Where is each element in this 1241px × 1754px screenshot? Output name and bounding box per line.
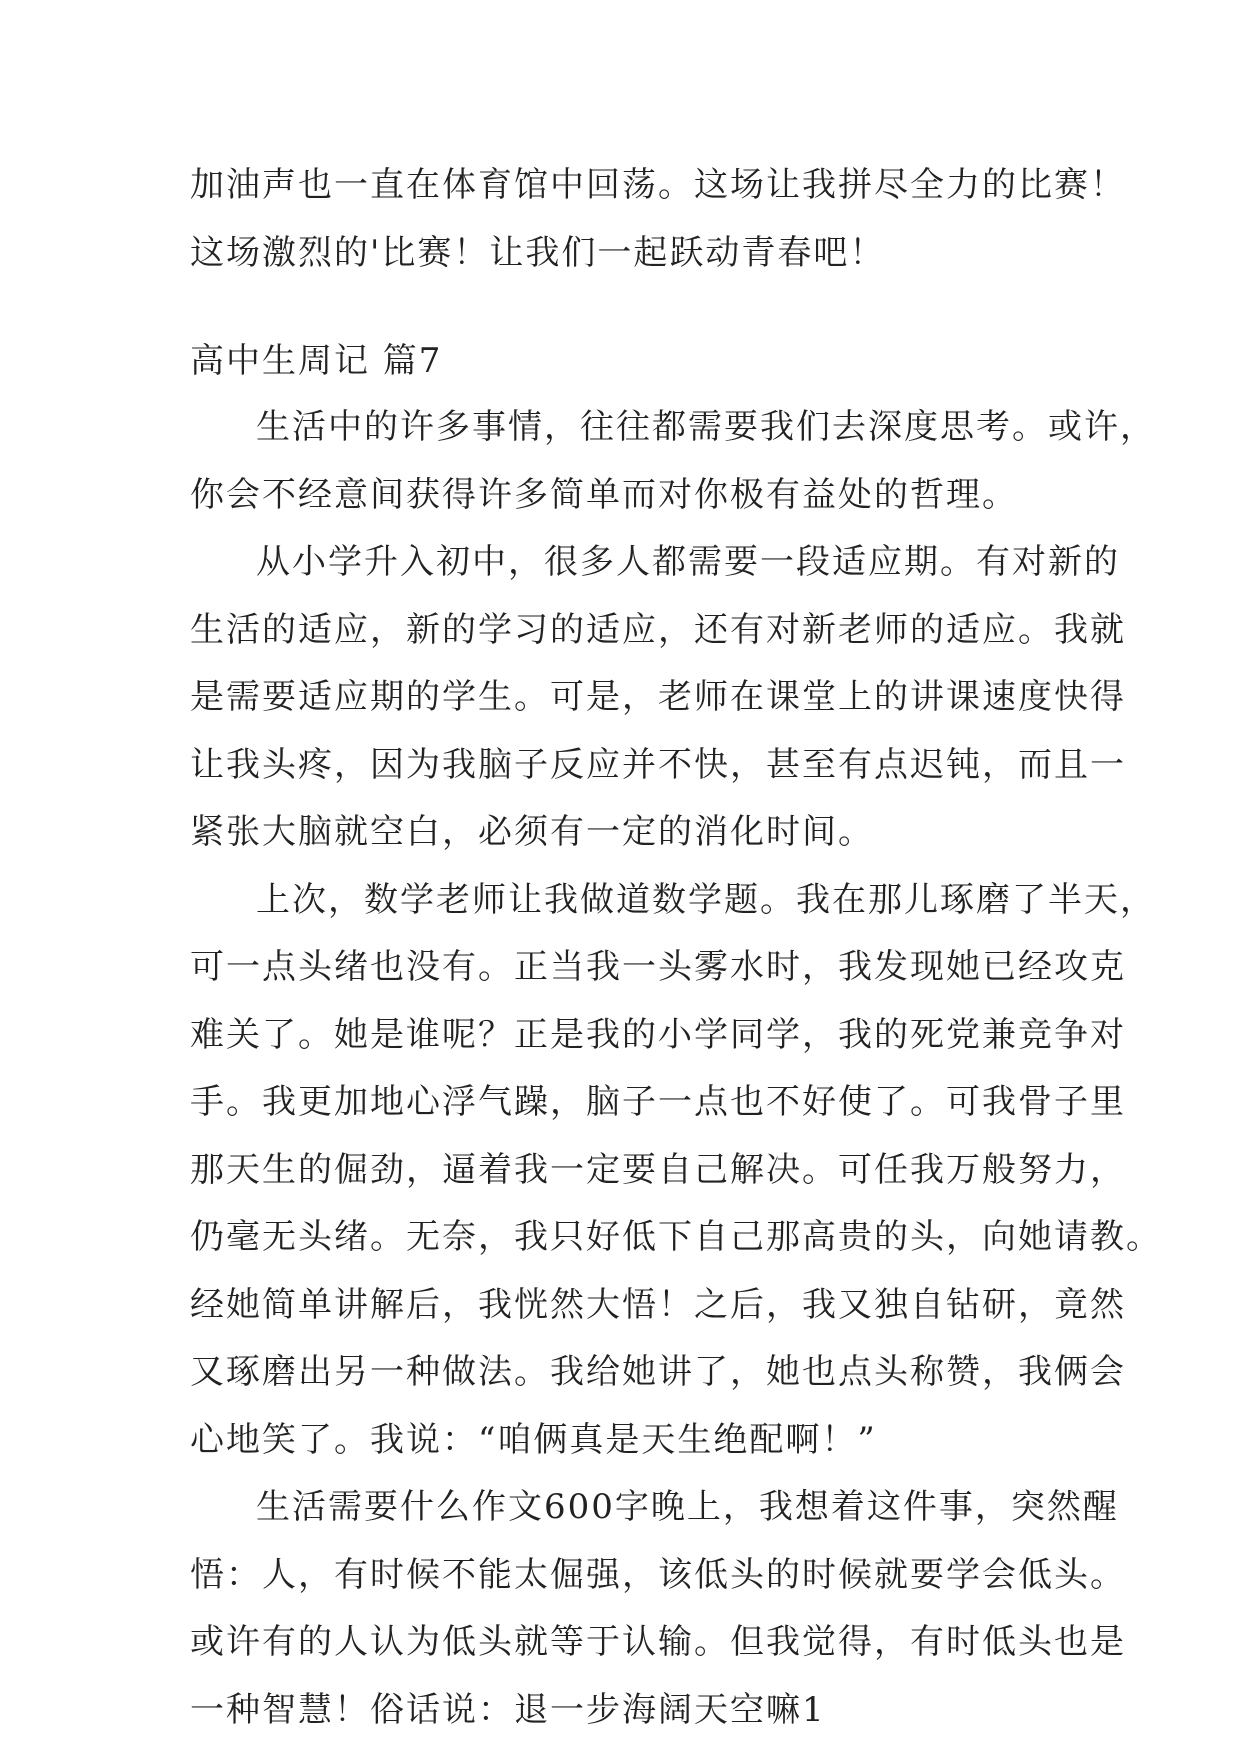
paragraph-line: 生活需要什么作文600字晚上，我想着这件事，突然醒 xyxy=(256,1487,1119,1527)
paragraph-line: 那天生的倔劲，逼着我一定要自己解决。可任我万般努力， xyxy=(190,1149,1126,1190)
paragraph-line: 从小学升入初中，很多人都需要一段适应期。有对新的 xyxy=(256,542,1120,582)
paragraph-line: 又琢磨出另一种做法。我给她讲了，她也点头称赞，我俩会 xyxy=(190,1352,1126,1392)
paragraph-line: 你会不经意间获得许多简单而对你极有益处的哲理。 xyxy=(190,474,1018,515)
paragraph-2 xyxy=(190,529,1126,867)
paragraph-line: 仍毫无头绪。无奈，我只好低下自己那高贵的头，向她请教。 xyxy=(190,1217,1162,1257)
intro-line: 这场激烈的'比赛！让我们一起跃动青春吧！ xyxy=(190,232,886,273)
paragraph-line: 紧张大脑就空白，必须有一定的消化时间。 xyxy=(190,812,874,852)
paragraph-line: 或许有的人认为低头就等于认输。但我觉得，有时低头也是 xyxy=(190,1622,1126,1662)
paragraph-line: 生活的适应，新的学习的适应，还有对新老师的适应。我就 xyxy=(190,609,1126,650)
paragraph-1 xyxy=(190,394,1156,529)
paragraph-line: 生活中的许多事情，往往都需要我们去深度思考。或许， xyxy=(256,407,1156,447)
paragraph-line: 上次，数学老师让我做道数学题。我在那儿琢磨了半天， xyxy=(256,879,1156,920)
paragraph-line: 让我头疼，因为我脑子反应并不快，甚至有点迟钝，而且一 xyxy=(190,744,1126,785)
section-body xyxy=(190,394,1162,1744)
intro-line: 加油声也一直在体育馆中回荡。这场让我拼尽全力的比赛！ xyxy=(190,165,1126,205)
paragraph-line: 手。我更加地心浮气躁，脑子一点也不好使了。可我骨子里 xyxy=(190,1082,1126,1122)
paragraph-line: 难关了。她是谁呢？正是我的小学同学，我的死党兼竞争对 xyxy=(190,1014,1126,1055)
paragraph-line: 一种智慧！俗话说：退一步海阔天空嘛1 xyxy=(190,1689,826,1730)
paragraph-line: 心地笑了。我说：“咱俩真是天生绝配啊！” xyxy=(190,1419,877,1460)
paragraph-4 xyxy=(190,1474,1126,1744)
paragraph-line: 可一点头绪也没有。正当我一头雾水时，我发现她已经攻克 xyxy=(190,947,1126,987)
intro-paragraph xyxy=(190,152,1126,287)
paragraph-3 xyxy=(190,867,1162,1475)
paragraph-line: 悟：人，有时候不能太倔强，该低头的时候就要学会低头。 xyxy=(190,1554,1126,1595)
paragraph-line: 是需要适应期的学生。可是，老师在课堂上的讲课速度快得 xyxy=(190,677,1126,717)
paragraph-line: 经她简单讲解后，我恍然大悟！之后，我又独自钻研，竟然 xyxy=(190,1284,1126,1325)
section-title: 高中生周记 篇7 xyxy=(190,341,443,381)
